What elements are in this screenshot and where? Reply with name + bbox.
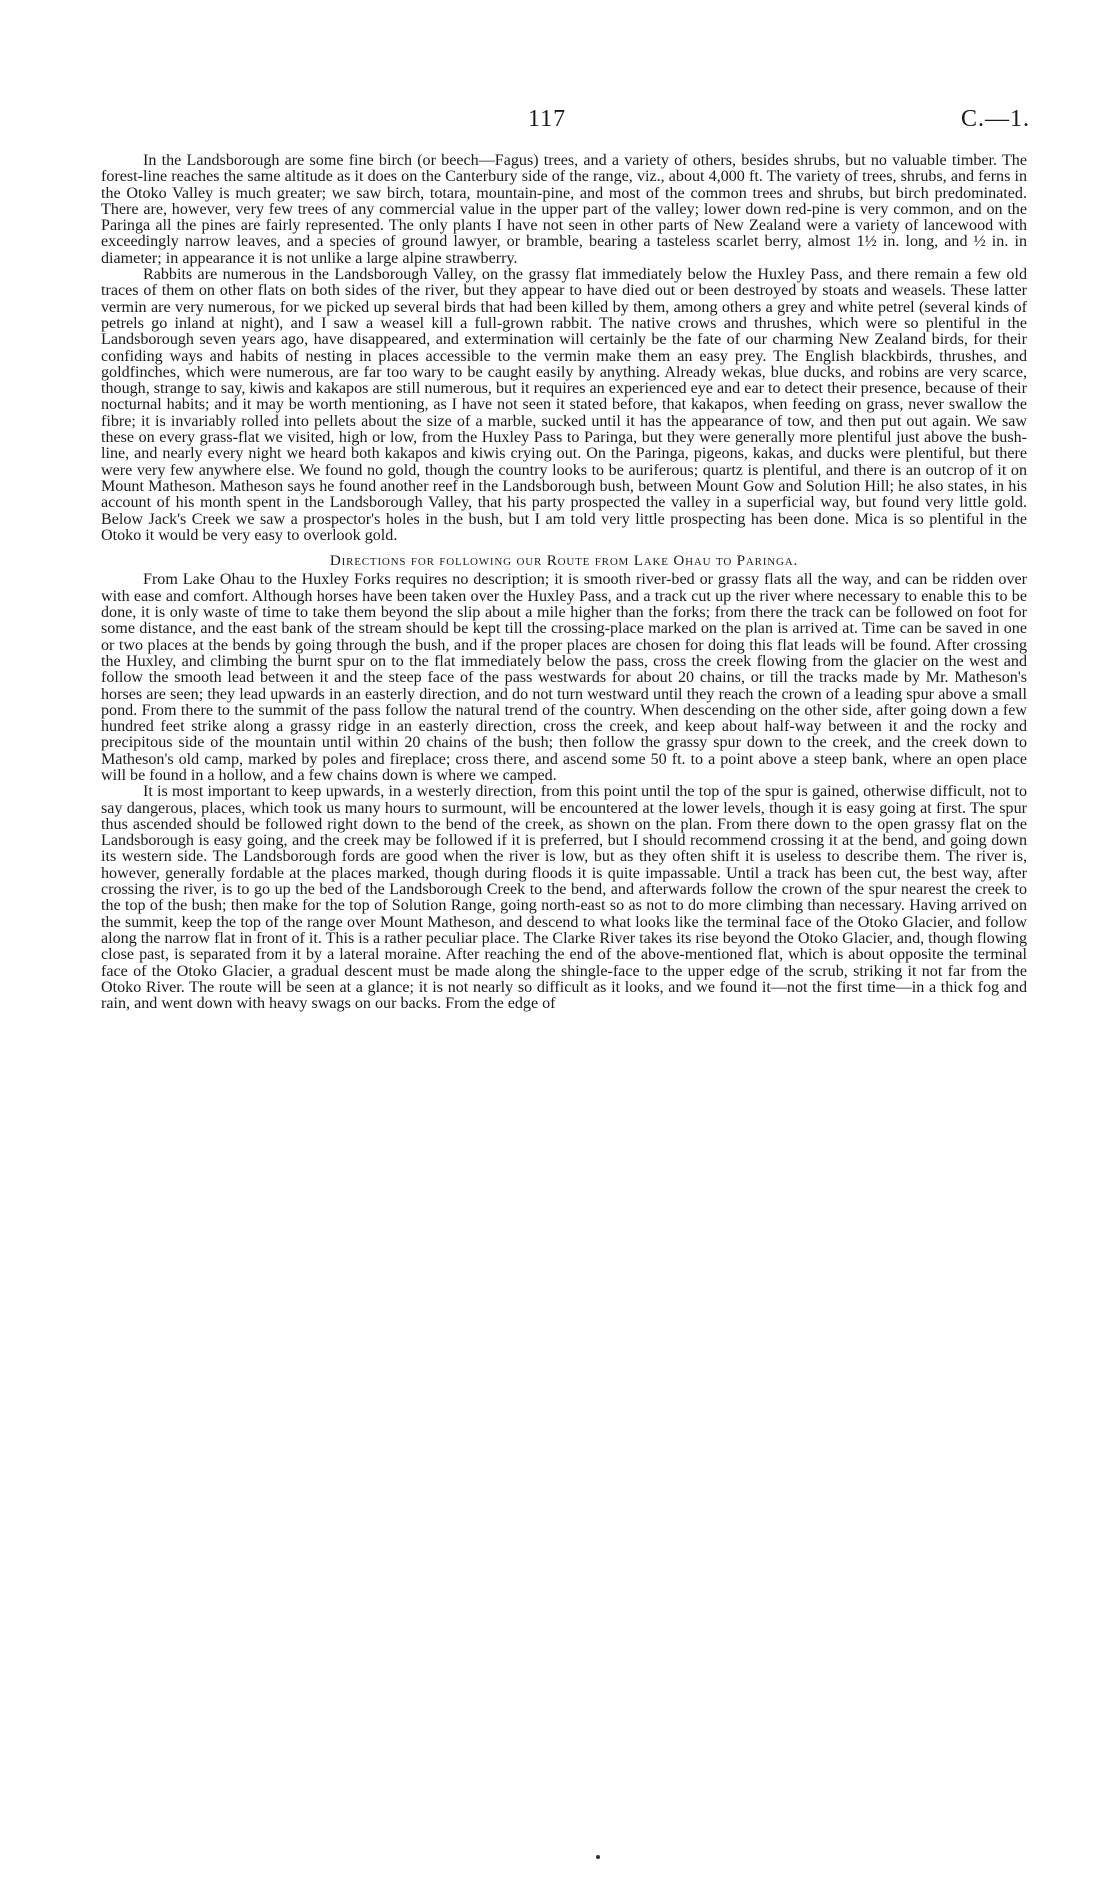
footer-dot (596, 1855, 600, 1859)
section-heading: Directions for following our Route from Lake Ohau to Paringa. (329, 552, 799, 570)
paragraph-route-landsborough: It is most important to keep upwards, in a westerly direction, from this point until the top of the spur is gained, otherwise difficult, not to say dangerous, places, which took us many hours to surmount, will be encountered at the lower levels, though it is easy going at first. The spur thus ascended should be followed right down to the bend of the creek, as shown on the plan. From there down to the open grassy flat on the Landsborough is easy going, and the creek may be followed if it is preferred, but I should recommend crossing it at the bend, and going down its western side. The Landsborough fords are good when the river is low, but as they often shift it is useless to describe them. The river is, however, generally fordable at the places marked, though during floods it is quite impassable. Until a track has been cut, the best way, after crossing the river, is to go up the bed of the Landsborough Creek to the bend, and afterwards follow the crown of the spur nearest the creek to the top of the bush; then make for the top of Solution Range, going north-east so as not to do more climbing than necessary. Having arrived on the summit, keep the top of the range over Mount Matheson, and descend to what looks like the terminal face of the Otoko Glacier, and follow along the narrow flat in front of it. This is a rather peculiar place. The Clarke River takes its rise beyond the Otoko Glacier, and, though flowing close past, is separated from it by a lateral moraine. After reaching the end of the above-mentioned flat, which is about opposite the terminal face of the Otoko Glacier, a gradual descent must be made along the shingle-face to the upper edge of the scrub, striking it not far from the Otoko River. The route will be seen at a glance; it is not nearly so difficult as it looks, and we found it—not the first time—in a thick fog and rain, and went down with heavy swags on our backs. From the edge of (101, 783, 1027, 1013)
paragraph-wildlife: Rabbits are numerous in the Landsborough Valley, on the grassy flat immediately below the Huxley Pass, and there remain a few old traces of them on other flats on both sides of the river, but they appear to have died out or been destroyed by stoats and weasels. These latter vermin are very numerous, for we picked up several birds that had been killed by them, among others a grey and white petrel (several kinds of petrels go inland at night), and I saw a weasel kill a full-grown rabbit. The native crows and thrushes, which were so plentiful in the Landsborough seven years ago, have disappeared, and extermination will certainly be the fate of our charming New Zealand birds, for their confiding ways and habits of nesting in places accessible to the vermin make them an easy prey. The English blackbirds, thrushes, and goldfinches, which were numerous, are far too wary to be caught easily by anything. Already wekas, blue ducks, and robins are very scarce, though, strange to say, kiwis and kakapos are still numerous, but it requires an experienced eye and ear to detect their presence, because of their nocturnal habits; and it may be worth mentioning, as I have not seen it stated before, that kakapos, when feeding on grass, never swallow the fibre; it is invariably rolled into pellets about the size of a marble, sucked until it has the appearance of tow, and then put out again. We saw these on every grass-flat we visited, high or low, from the Huxley Pass to Paringa, but they were generally more plentiful just above the bush-line, and nearly every night we heard both kakapos and kiwis crying out. On the Paringa, pigeons, kakas, and ducks were plentiful, but there were very few anywhere else. We found no gold, though the country looks to be auriferous; quartz is plentiful, and there is an outcrop of it on Mount Matheson. Matheson says he found another reef in the Landsborough bush, between Mount Gow and Solution Hill; he also states, in his account of his month spent in the Landsborough Valley, that his party prospected the valley in a superficial way, but found very little gold. Below Jack's Creek we saw a prospector's holes in the bush, but I am told very little prospecting has been done. Mica is so plentiful in the Otoko it would be very easy to overlook gold. (101, 266, 1027, 544)
page-number: 117 (528, 106, 567, 132)
paragraph-route-ohau: From Lake Ohau to the Huxley Forks requires no description; it is smooth river-bed or grassy flats all the way, and can be ridden over with ease and comfort. Although horses have been taken over the Huxley Pass, and a track cut up the river where necessary to enable this to be done, it is only waste of time to take them beyond the slip about a mile higher than the forks; from there the track can be followed on foot for some distance, and the east bank of the stream should be kept till the crossing-place marked on the plan is arrived at. Time can be saved in one or two places at the bends by going through the bush, and if the proper places are chosen for doing this flat leads will be found. After crossing the Huxley, and climbing the burnt spur on to the flat immediately below the pass, cross the creek flowing from the glacier on the west and follow the smooth lead between it and the steep face of the pass westwards for about 20 chains, or till the tracks made by Mr. Matheson's horses are seen; they lead upwards in an easterly direction, and do not turn westward until they reach the crown of a leading spur above a small pond. From there to the summit of the pass follow the natural trend of the country. When descending on the other side, after going down a few hundred feet strike along a grassy ridge in an easterly direction, cross the creek, and keep about half-way between it and the rocky and precipitous side of the mountain until within 20 chains of the bush; then follow the grassy spur down to the creek, and the creek down to Matheson's old camp, marked by poles and fireplace; cross there, and ascend some 50 ft. to a point above a steep bank, where an open place will be found in a hollow, and a few chains down is where we camped. (101, 571, 1027, 784)
paragraph-vegetation: In the Landsborough are some fine birch (or beech—Fagus) trees, and a variety of others, besides shrubs, but no valuable timber. The forest-line reaches the same altitude as it does on the Canterbury side of the range, viz., about 4,000 ft. The variety of trees, shrubs, and ferns in the Otoko Valley is much greater; we saw birch, totara, mountain-pine, and most of the common trees and shrubs, but birch predominated. There are, however, very few trees of any commercial value in the upper part of the valley; lower down red-pine is very common, and on the Paringa all the pines are fairly represented. The only plants I have not seen in other parts of New Zealand were a variety of lancewood with exceedingly narrow leaves, and a species of ground lawyer, or bramble, bearing a tasteless scarlet berry, almost 1½ in. long, and ½ in. in diameter; in appearance it is not unlike a large alpine strawberry. (101, 152, 1027, 267)
body-text (101, 153, 1027, 1012)
document-reference: C.—1. (961, 106, 1031, 132)
